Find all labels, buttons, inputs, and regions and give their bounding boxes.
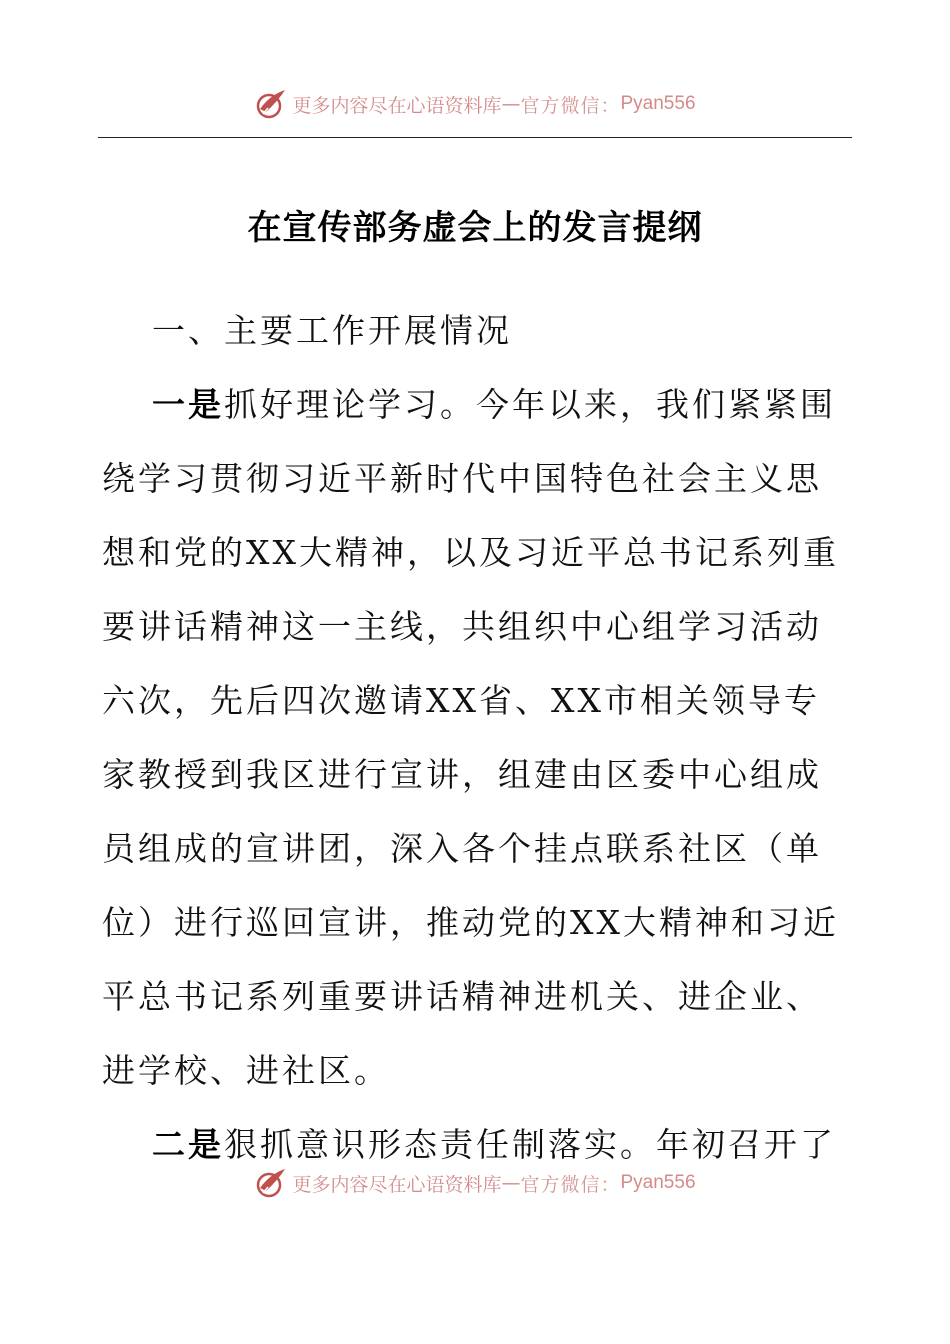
- footer-wechat-id: Pyan556: [620, 1172, 696, 1193]
- quill-logo-icon: [254, 1166, 288, 1200]
- item-2-lead: 二是: [152, 1125, 224, 1164]
- paragraph-item-1: [102, 368, 850, 1108]
- item-2-text: 狠抓意识形态责任制落实。年初召开了: [224, 1125, 836, 1164]
- header-wechat-label: 官方微信：: [520, 94, 621, 117]
- header-divider: [98, 137, 852, 138]
- footer-wechat-label: 官方微信：: [520, 1173, 621, 1196]
- header-brand-text: 更多内容尽在心语资料库: [292, 94, 502, 117]
- document-body: [102, 294, 850, 1182]
- footer-brand-text: 更多内容尽在心语资料库: [292, 1173, 502, 1196]
- footer-separator: —: [501, 1172, 521, 1194]
- document-title: 在宣传部务虚会上的发言提纲: [247, 208, 703, 248]
- header-watermark: [0, 84, 950, 124]
- footer-watermark: [0, 1163, 950, 1203]
- item-1-lead: 一是: [152, 385, 224, 424]
- quill-logo-icon: [254, 87, 288, 121]
- header-separator: —: [501, 93, 521, 115]
- section-heading: 一、主要工作开展情况: [152, 311, 512, 350]
- header-wechat-id: Pyan556: [620, 93, 696, 114]
- item-1-text: 抓好理论学习。今年以来，我们紧紧围绕学习贯彻习近平新时代中国特色社会主义思想和党的XX大精神，以及习近平总书记系列重要讲话精神这一主线，共组织中心组学习活动六次，先后四次邀请XX省、XX市相关领导专家教授到我区进行宣讲，组建由区委中心组成员组成的宣讲团，深入各个挂点联系社区（单位）进行巡回宣讲，推动党的XX大精神和习近平总书记系列重要讲话精神进机关、进企业、进学校、进社区。: [102, 385, 839, 1090]
